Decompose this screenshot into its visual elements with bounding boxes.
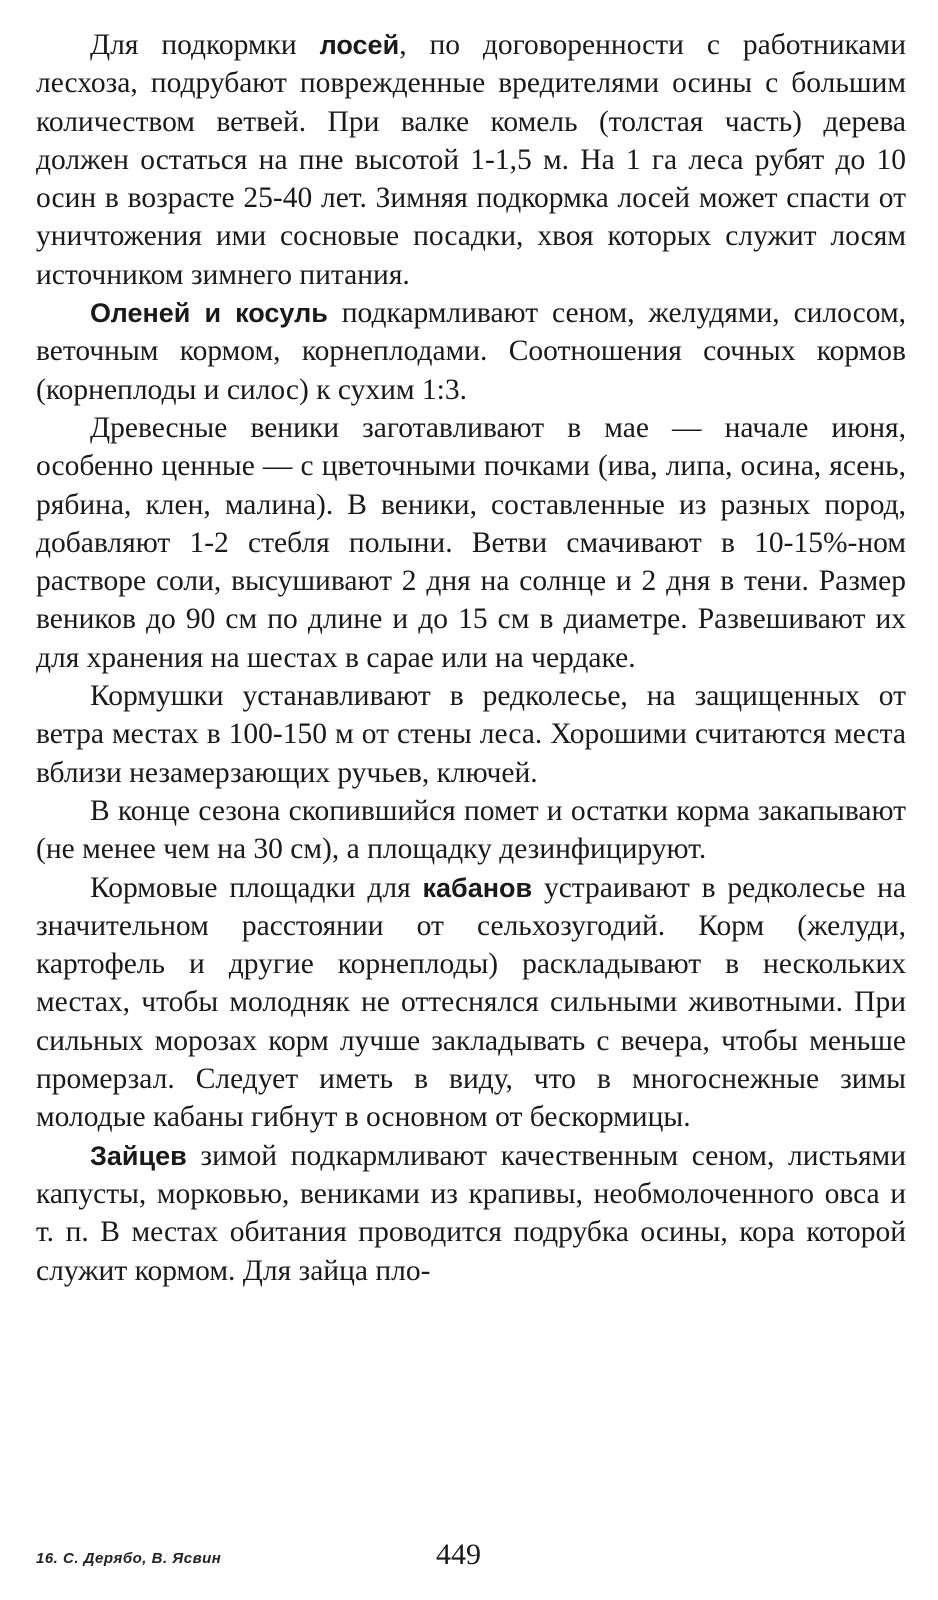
keyword-bold: Зайцев (90, 1140, 187, 1171)
printer-signature: 16. С. Дерябо, В. Ясвин (36, 1550, 222, 1567)
text-run: Кормушки устанавливают в редколесье, на защищенных от ветра местах в 100-150 м от стены леса. Хорошими считаются места вблизи незамерзающих ручьев, ключей. (36, 680, 906, 789)
text-run: устраивают в редколесье на значительном расстоянии от сельхозугодий. Корм (желуди, картофель и другие корнеплоды) раскладывают в нескольких местах, чтобы молодняк не оттеснялся сильными животными. При сильных морозах корм лучше закладывать с вечера, чтобы меньше промерзал. Следует иметь в виду, что в многоснежные зимы молодые кабаны гибнут в основном от бескормицы. (36, 871, 906, 1134)
text-run: подкармливают сеном, желудями, силосом, веточным кормом, корнеплодами. Соотношения сочных кормов (корнеплоды и силос) к сухим 1:3. (36, 297, 906, 406)
page-number: 449 (436, 1538, 481, 1571)
page-footer (36, 1538, 906, 1578)
text-run: В конце сезона скопившийся помет и остатки корма закапывают (не менее чем на 30 см), а площадку дезинфицируют. (36, 794, 906, 866)
paragraph (36, 792, 906, 869)
keyword-bold: кабанов (422, 872, 533, 903)
paragraph (36, 409, 906, 677)
keyword-bold: лосей (319, 30, 400, 60)
text-run: зимой подкармливают качественным сеном, листьями капусты, морковью, вениками из крапивы, необмолоченного овса и т. п. В местах обитания проводится подрубка осины, кора которой служит кормом. Для зайца пло- (36, 1139, 906, 1287)
paragraph (36, 294, 906, 409)
page-body (36, 26, 906, 1290)
text-run: Древесные веники заготавливают в мае — начале июня, особенно ценные — с цветочными почками (ива, липа, осина, ясень, рябина, клен, малина). В веники, составленные из разных пород, добавляют 1-2 стебля полыни. Ветви смачивают в 10-15%-ном растворе соли, высушивают 2 дня на солнце и 2 дня в тени. Размер веников до 90 см по длине и до 15 см в диаметре. Развешивают их для хранения на шестах в сарае или на чердаке. (36, 411, 906, 674)
keyword-bold: Оленей и косуль (90, 298, 328, 329)
text-run: , по договоренности с работниками лесхоза, подрубают поврежденные вредителями осины с большим количеством ветвей. При валке комель (толстая часть) дерева должен остаться на пне высотой 1-1,5 м. На 1 га леса рубят до 10 осин в возрасте 25-40 лет. Зимняя подкормка лосей может спасти от уничтожения ими сосновые посадки, хвоя которых служит лосям источником зимнего питания. (36, 29, 906, 291)
paragraph (36, 869, 906, 1137)
text-run: Кормовые площадки для (90, 871, 423, 904)
paragraph (36, 26, 906, 294)
paragraph (36, 1137, 906, 1290)
text-run: Для подкормки (90, 29, 320, 61)
paragraph (36, 677, 906, 792)
